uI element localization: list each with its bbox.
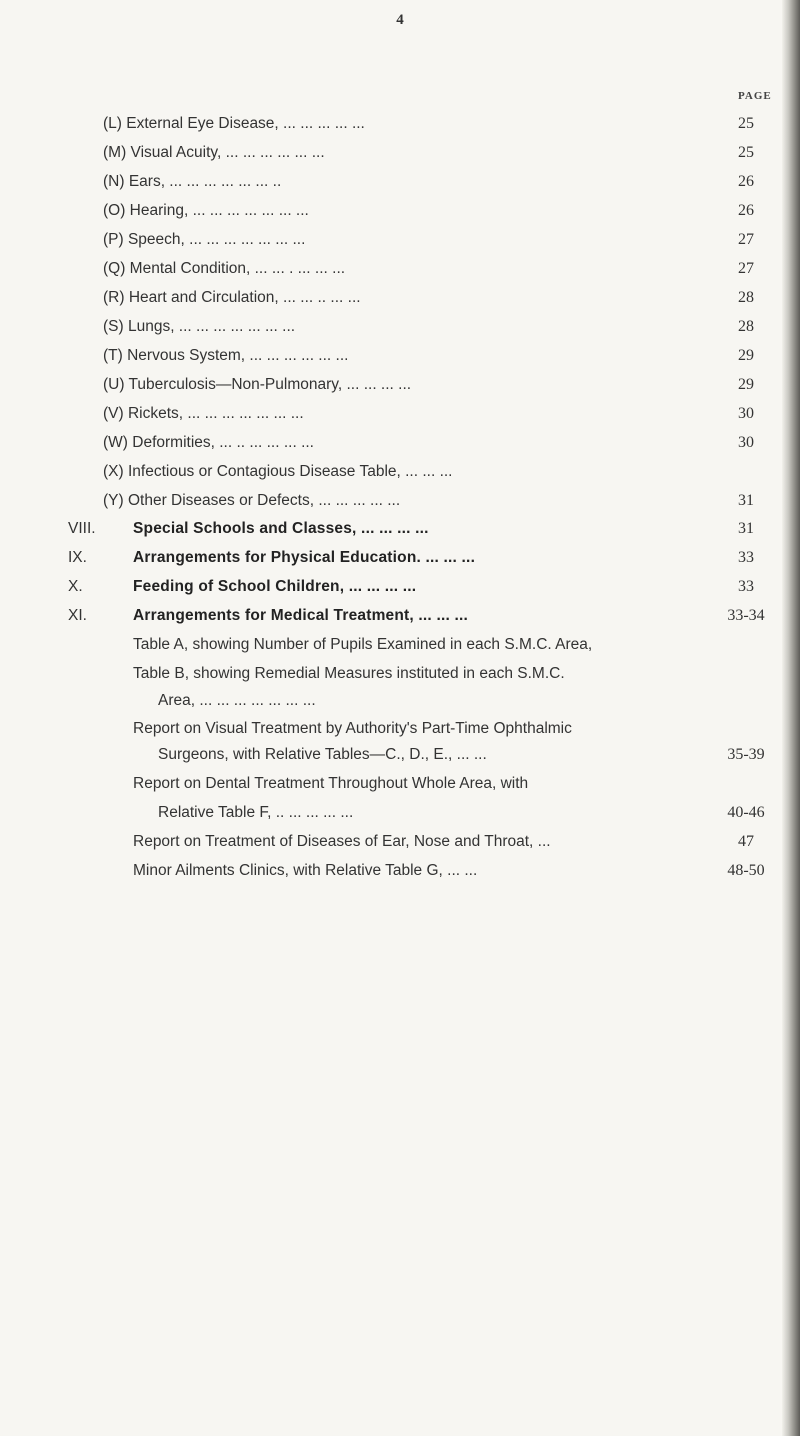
toc-entry-text: Report on Visual Treatment by Authority's Part-Time Ophthalmic [133,720,572,737]
toc-entry-text: Minor Ailments Clinics, with Relative Table G, ... ... [133,862,478,879]
toc-entry-page: 31 [738,492,754,509]
toc-entry-page: 30 [738,405,754,422]
toc-entry-page: 25 [738,115,754,132]
toc-entry-text: (N) Ears, ... ... ... ... ... ... .. [103,173,282,190]
toc-entry-page: 47 [738,833,754,850]
toc-entry-text: (M) Visual Acuity, ... ... ... ... ... ... [103,144,325,161]
toc-entry-page: 29 [738,376,754,393]
toc-section-number: IX. [68,549,87,566]
toc-entry-text: (Y) Other Diseases or Defects, ... ... ... ... ... [103,492,401,509]
toc-entry-page: 25 [738,144,754,161]
scan-edge-shadow [782,0,800,1436]
toc-entry-page: 33 [738,549,754,566]
toc-entry-page: 40-46 [727,804,765,821]
toc-entry-text: (S) Lungs, ... ... ... ... ... ... ... [103,318,296,335]
toc-entry-page: 27 [738,260,754,277]
toc-entry-text: (P) Speech, ... ... ... ... ... ... ... [103,231,306,248]
toc-entry-text: Report on Dental Treatment Throughout Whole Area, with [133,775,529,792]
toc-entry-text: Feeding of School Children, ... ... ... ... [133,578,417,595]
toc-entry-text: Special Schools and Classes, ... ... ... ... [133,520,429,537]
toc-entry-page: 48-50 [727,862,765,879]
toc-section-number: VIII. [68,520,96,537]
toc-entry-text: (V) Rickets, ... ... ... ... ... ... ... [103,405,304,422]
page-column-header: PAGE [738,90,772,102]
toc-entry-text: Arrangements for Medical Treatment, ... ... ... [133,607,468,624]
toc-entry-page: 33-34 [727,607,765,624]
toc-entry-page: 26 [738,202,754,219]
toc-entry-page: 30 [738,434,754,451]
toc-entry-page: 27 [738,231,754,248]
toc-entry-text: Area, ... ... ... ... ... ... ... [158,692,316,709]
toc-entry-text: (U) Tuberculosis—Non-Pulmonary, ... ... ... ... [103,376,412,393]
toc-entry-text: Table A, showing Number of Pupils Examined in each S.M.C. Area, [133,636,593,653]
toc-entry-text: (O) Hearing, ... ... ... ... ... ... ... [103,202,309,219]
toc-entry-text: (X) Infectious or Contagious Disease Table, ... ... ... [103,463,453,480]
toc-entry-text: (T) Nervous System, ... ... ... ... ... ... [103,347,349,364]
toc-entry-text: (W) Deformities, ... .. ... ... ... ... [103,434,314,451]
toc-entry-page: 29 [738,347,754,364]
toc-entry-page: 28 [738,318,754,335]
toc-entry-text: Surgeons, with Relative Tables—C., D., E., ... ... [158,746,487,763]
toc-entry-text: (Q) Mental Condition, ... ... . ... ... ... [103,260,346,277]
toc-entry-text: (L) External Eye Disease, ... ... ... ... ... [103,115,365,132]
toc-entry-page: 35-39 [727,746,765,763]
toc-entry-page: 33 [738,578,754,595]
toc-entry-text: Table B, showing Remedial Measures instituted in each S.M.C. [133,665,565,682]
toc-section-number: XI. [68,607,87,624]
toc-section-number: X. [68,578,83,595]
toc-entry-text: Arrangements for Physical Education. ... ... ... [133,549,476,566]
toc-entry-text: (R) Heart and Circulation, ... ... .. ... ... [103,289,361,306]
toc-entry-page: 26 [738,173,754,190]
toc-entry-text: Report on Treatment of Diseases of Ear, Nose and Throat, ... [133,833,551,850]
toc-entry-text: Relative Table F, .. ... ... ... ... [158,804,354,821]
toc-entry-page: 31 [738,520,754,537]
toc-entry-page: 28 [738,289,754,306]
page-number: 4 [396,12,404,28]
